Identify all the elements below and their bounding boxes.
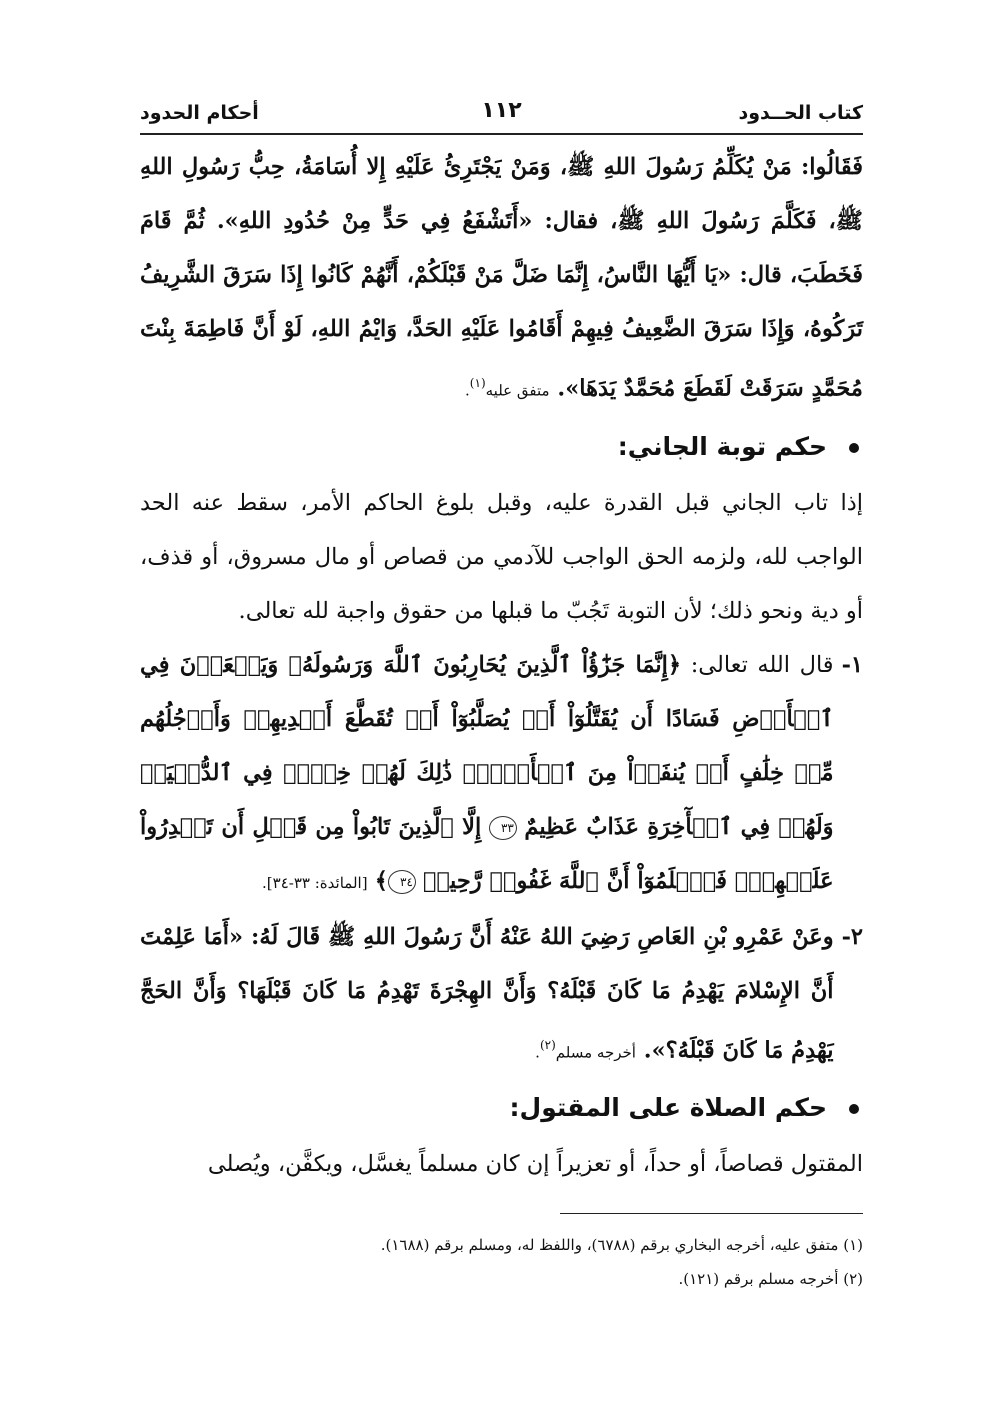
hadith-source: متفق عليه [485,381,550,400]
hadith-text: فَقَالُوا: مَنْ يُكَلِّمُ رَسُولَ اللهِ ﷺ، وَمَنْ يَجْتَرِئُ عَلَيْهِ إِلا أُسَامَةُ، حِبُّ رَسُولِ اللهِ ﷺ، فَكَلَّمَ رَسُولَ اللهِ ﷺ، فقال: «أَتَشْفَعُ فِي حَدٍّ مِنْ حُدُودِ اللهِ». ثُمَّ قَامَ فَخَطَبَ، قال: «يَا أَيُّهَا النَّاسُ، إِنَّمَا ضَلَّ مَنْ قَبْلَكُمْ، أَنَّهُمْ كَانُوا إِذَا سَرَقَ الشَّرِيفُ تَرَكُوهُ، وَإِذَا سَرَقَ الضَّعِيفُ فِيهِمْ أَقَامُوا عَلَيْهِ الحَدَّ، وَايْمُ اللهِ، لَوْ أَنَّ فَاطِمَةَ بِنْتَ مُحَمَّدٍ سَرَقَتْ لَقَطَعَ مُحَمَّدٌ يَدَهَا». [140,154,863,402]
hadith-end: . [465,381,470,400]
section-heading-repentance [140,418,863,476]
hadith-source: أخرجه مسلم [555,1043,636,1061]
quran-verse-33: ﴿إِنَّمَا جَزَٰٓؤُاْ ٱلَّذِينَ يُحَارِبُونَ ٱللَّهَ وَرَسُولَهُۥ وَيَسۡعَوۡنَ فِي ٱلۡأَرۡضِ فَسَادًا أَن يُقَتَّلُوٓاْ أَوۡ يُصَلَّبُوٓاْ أَوۡ تُقَطَّعَ أَيۡدِيهِمۡ وَأَرۡجُلُهُم مِّنۡ خِلَٰفٍ أَوۡ يُنفَوۡاْ مِنَ ٱلۡأَرۡضِۚ ذَٰلِكَ لَهُمۡ خِزۡيٞ فِي ٱلدُّنۡيَاۖ وَلَهُمۡ فِي ٱلۡأٓخِرَةِ عَذَابٌ عَظِيمٌ [140,651,834,840]
item-number: ٢- [841,923,863,950]
footnote-ref-2[interactable]: (٢) [539,1037,556,1052]
bullet-icon [849,443,859,453]
hadith-end: . [535,1043,540,1061]
footnote-2: (٢) أخرجه مسلم برقم (١٢١). [678,1270,863,1288]
hadith-text: وعَنْ عَمْرِو بْنِ العَاصِ رَضِيَ اللهُ عَنْهُ أَنَّ رَسُولَ اللهِ ﷺ قَالَ لَهُ: «أَمَا عَلِمْتَ أَنَّ الإِسْلامَ يَهْدِمُ مَا كَانَ قَبْلَهُ؟ وَأَنَّ الهِجْرَةَ تَهْدِمُ مَا كَانَ قَبْلَهَا؟ وَأَنَّ الحَجَّ يَهْدِمُ مَا كَانَ قَبْلَهُ؟». [140,923,834,1063]
verse-intro: قال الله تعالى: [690,651,834,678]
main-text [140,140,863,1191]
running-header [140,98,863,132]
header-divider [140,133,863,135]
verse-reference: [المائدة: ٣٣-٣٤]. [262,873,368,892]
verse-close-bracket: ﴾ [374,867,388,894]
ayah-number-34: ٣٤ [388,870,416,894]
bullet-icon [849,1104,859,1114]
item-number: ١- [841,651,863,678]
section-title: حكم الصلاة على المقتول: [509,1093,827,1122]
hadith-paragraph [140,140,863,418]
chapter-title: أحكام الحدود [140,102,259,124]
section-title: حكم توبة الجاني: [617,431,827,461]
list-item-1 [140,638,863,910]
ayah-number-33: ٣٣ [489,816,517,840]
footnote-divider [560,1213,863,1214]
footnote-ref-1[interactable]: (١) [469,376,486,390]
page-number: ١١٢ [481,98,522,123]
item-text [140,910,834,1080]
list-item-2 [140,910,863,1080]
section-heading-funeral [140,1079,863,1137]
footnote-1: (١) متفق عليه، أخرجه البخاري برقم (٦٧٨٨)، واللفظ له، ومسلم برقم (١٦٨٨). [380,1236,863,1254]
quran-verse-34: إِلَّا ٱلَّذِينَ تَابُواْ مِن قَبۡلِ أَن تَقۡدِرُواْ عَلَيۡهِمۡۖ فَٱعۡلَمُوٓاْ أَنَّ ٱللَّهَ غَفُورٞ رَّحِيمٞ [140,813,834,894]
book-title: كتاب الحــدود [738,102,863,124]
funeral-paragraph: المقتول قصاصاً، أو حداً، أو تعزيراً إن كان مسلماً يغسَّل، ويكفَّن، ويُصلى [207,1151,863,1177]
item-text [140,638,834,910]
repentance-paragraph: إذا تاب الجاني قبل القدرة عليه، وقبل بلوغ الحاكم الأمر، سقط عنه الحد الواجب لله، ولزمه الحق الواجب للآدمي من قصاص أو مال مسروق، أو قذف، أو دية ونحو ذلك؛ لأن التوبة تَجُبّ ما قبلها من حقوق واجبة لله تعالى. [140,489,863,624]
footnotes [140,1228,863,1296]
